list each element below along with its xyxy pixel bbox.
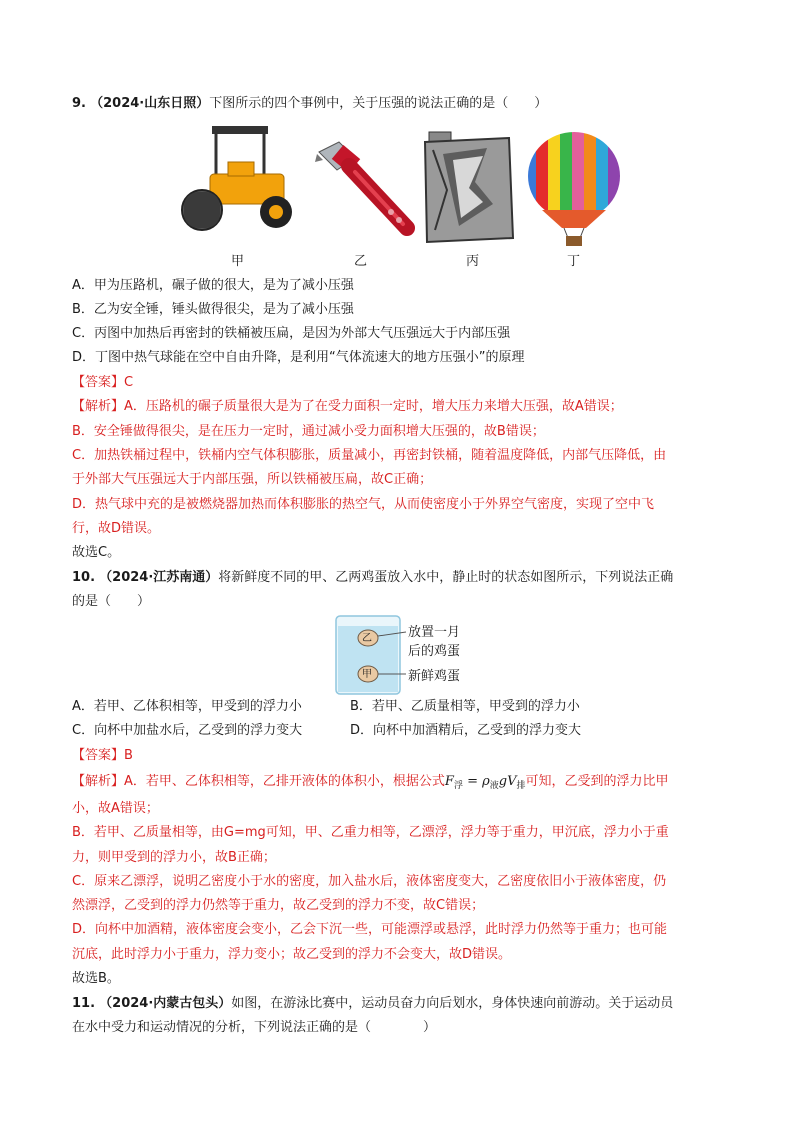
road-roller-image <box>180 124 300 234</box>
label-old-egg-2: 后的鸡蛋 <box>408 644 461 659</box>
q10-analysis-5: C．原来乙漂浮，说明乙密度小于水的密度，加入盐水后，液体密度变大，乙密度依旧小于液体密度，仍 <box>72 874 667 889</box>
q10-option-a: A．若甲、乙体积相等，甲受到的浮力小 <box>72 699 302 714</box>
q10-analysis-3: B．若甲、乙质量相等，由G=mg可知，甲、乙重力相等，乙漂浮，浮力等于重力，甲沉底，浮力小于重 <box>72 825 669 840</box>
q10-analysis-2: 小，故A错误； <box>72 801 159 816</box>
q10-stem-line2: 的是（ ） <box>72 594 151 609</box>
q10-analysis-7: D．向杯中加酒精，液体密度会变小，乙会下沉一些，可能漂浮或悬浮，此时浮力仍然等于重力；也可能 <box>72 922 668 937</box>
q10-analysis-8: 沉底，此时浮力小于重力，浮力变小；故乙受到的浮力不会变大，故D错误。 <box>72 947 512 962</box>
q11-source: （2024·内蒙古包头） <box>99 996 232 1011</box>
caption-bing: 丙 <box>466 254 480 269</box>
q9-answer-value: C <box>124 375 134 390</box>
hot-air-balloon-image <box>524 130 624 250</box>
egg-label-jia: 甲 <box>362 669 372 680</box>
q9-analysis-5: D．热气球中充的是被燃烧器加热而体积膨胀的热空气，从而使密度小于外界空气密度，实现了空中飞 <box>72 497 655 512</box>
q10-stem-line1 <box>72 568 673 588</box>
formula-f: F <box>444 774 454 789</box>
q9-analysis-6: 行，故D错误。 <box>72 521 161 536</box>
formula-v-sub: 排 <box>516 781 526 791</box>
q9-analysis-tag: 【解析】 <box>72 399 125 414</box>
q9-number: 9. <box>72 96 86 111</box>
q9-answer-tag: 【答案】 <box>72 375 125 390</box>
q9-option-d: D．丁图中热气球能在空中自由升降，是利用“气体流速大的地方压强小”的原理 <box>72 350 525 365</box>
q11-stem-text: 如图，在游泳比赛中，运动员奋力向后划水，身体快速向前游动。关于运动员 <box>231 996 674 1011</box>
formula-f-sub: 浮 <box>453 781 463 791</box>
q10-analysis-1 <box>72 772 669 796</box>
q10-answer-tag: 【答案】 <box>72 748 125 763</box>
q10-analysis-4: 力，则甲受到的浮力小，故B正确； <box>72 850 276 865</box>
q10-option-b: B．若甲、乙质量相等，甲受到的浮力小 <box>350 699 580 714</box>
q9-conclusion: 故选C。 <box>72 545 121 560</box>
formula-rho-sub: 液 <box>489 781 499 791</box>
q11-number: 11. <box>72 996 96 1011</box>
q10-option-c: C．向杯中加盐水后，乙受到的浮力变大 <box>72 723 303 738</box>
formula-gv: gV <box>498 774 517 789</box>
q9-stem-text: 下图所示的四个事例中，关于压强的说法正确的是（ ） <box>209 96 548 111</box>
q10-number: 10. <box>72 570 96 585</box>
caption-jia: 甲 <box>231 254 245 269</box>
q10-answer <box>72 746 133 766</box>
label-old-egg-1: 放置一月 <box>408 625 461 640</box>
q9-analysis-text: A．压路机的碾子质量很大是为了在受力面积一定时，增大压力来增大压强，故A错误； <box>124 399 623 414</box>
q9-option-c: C．丙图中加热后再密封的铁桶被压扁，是因为外部大气压强远大于内部压强 <box>72 326 511 341</box>
q9-answer <box>72 373 133 393</box>
q9-analysis-4: 于外部大气压强远大于内部压强，所以铁桶被压扁，故C正确； <box>72 472 433 487</box>
buoyancy-formula <box>445 774 526 789</box>
q10-conclusion: 故选B。 <box>72 971 120 986</box>
formula-eq: = ρ <box>462 774 490 789</box>
q9-stem <box>72 94 547 114</box>
q10-stem-text: 将新鲜度不同的甲、乙两鸡蛋放入水中，静止时的状态如图所示，下列说法正确 <box>218 570 674 585</box>
q11-stem-line1 <box>72 994 673 1014</box>
q10-answer-value: B <box>124 748 133 763</box>
q11-stem-line2: 在水中受力和运动情况的分析，下列说法正确的是（ ） <box>72 1020 437 1035</box>
safety-hammer-image <box>315 128 415 240</box>
q10-option-d: D．向杯中加酒精后，乙受到的浮力变大 <box>350 723 582 738</box>
q9-analysis-1 <box>72 397 623 417</box>
crushed-barrel-image <box>423 130 515 244</box>
q10-analysis-tag: 【解析】 <box>72 774 125 789</box>
caption-yi: 乙 <box>354 254 368 269</box>
label-fresh-egg: 新鲜鸡蛋 <box>408 669 461 684</box>
q10-source: （2024·江苏南通） <box>99 570 219 585</box>
egg-label-yi: 乙 <box>362 633 372 644</box>
q9-analysis-3: C．加热铁桶过程中，铁桶内空气体积膨胀，质量减小，再密封铁桶，随着温度降低，内部气压降低，由 <box>72 448 667 463</box>
q9-option-b: B．乙为安全锤，锤头做得很尖，是为了减小压强 <box>72 302 354 317</box>
q10-analysis-a-post: 可知，乙受到的浮力比甲 <box>525 774 669 789</box>
q9-option-a: A．甲为压路机，碾子做的很大，是为了减小压强 <box>72 278 354 293</box>
q9-analysis-2: B．安全锤做得很尖，是在压力一定时，通过减小受力面积增大压强的，故B错误； <box>72 424 545 439</box>
caption-ding: 丁 <box>567 254 581 269</box>
q9-source: （2024·山东日照） <box>90 96 210 111</box>
q10-analysis-6: 然漂浮，乙受到的浮力仍然等于重力，故乙受到的浮力不变，故C错误； <box>72 898 485 913</box>
q10-analysis-a-pre: A．若甲、乙体积相等，乙排开液体的体积小，根据公式 <box>124 774 445 789</box>
